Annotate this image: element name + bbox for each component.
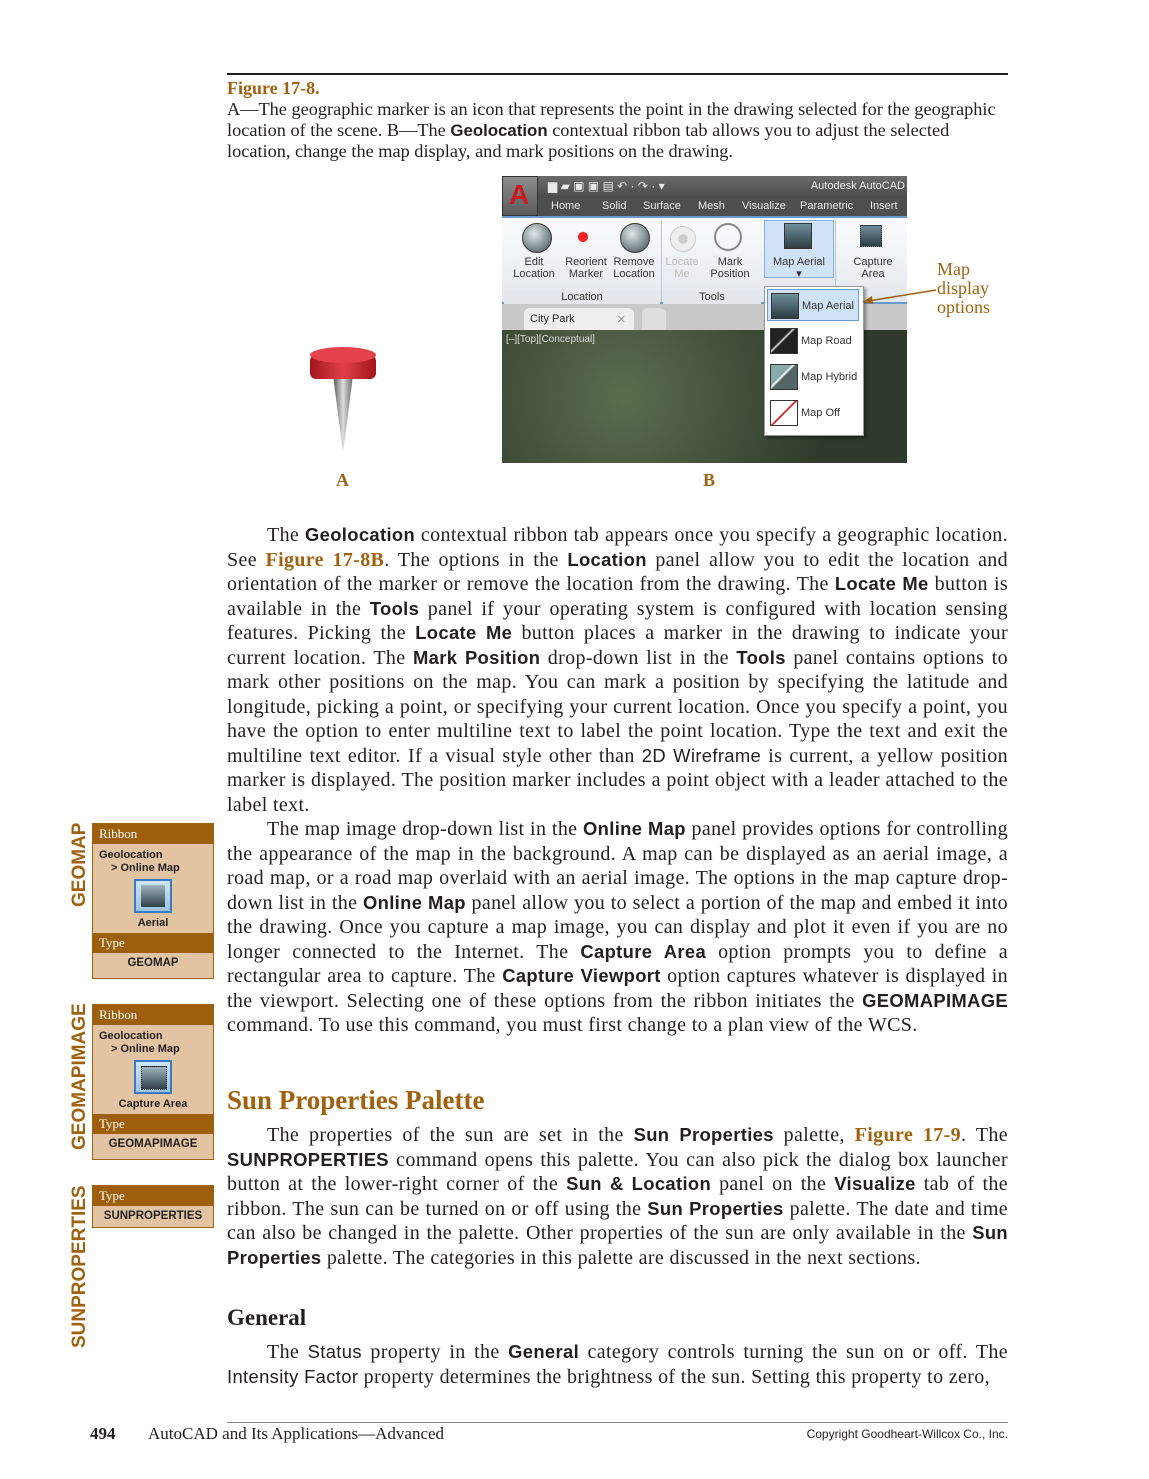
emphasis-term: Sun Properties <box>647 1197 784 1219</box>
text-run: palette. The categories in this palette are discussed in the next sections. <box>321 1246 921 1269</box>
emphasis-term: 2D Wireframe <box>641 744 762 766</box>
tab-surface[interactable]: Surface <box>643 200 681 212</box>
emphasis-term: General <box>508 1341 580 1362</box>
paragraph <box>227 1340 1008 1389</box>
text-run: button places a marker in the drawing to indicate your current location. The <box>227 622 1008 669</box>
emphasis-term: Location <box>567 548 647 570</box>
emphasis-term: Status <box>307 1341 362 1362</box>
locate-me-button[interactable]: Locate Me <box>665 256 699 280</box>
figure-label-a: A <box>336 470 349 490</box>
paragraph <box>227 1123 1008 1270</box>
text-run: panel provides options for controlling the appearance of the map in the background. A map can be displayed as an aerial image, a road map, or a road map overlaid with an aerial image. The options in the map capture drop-down list in the <box>227 818 1008 914</box>
emphasis-term: Capture Area <box>580 940 707 962</box>
subsection-heading: General <box>227 1305 307 1330</box>
paragraph <box>227 817 1008 1038</box>
text-run: panel contains options to mark other positions on the map. You can mark a position by specifying the latitude and longitude, picking a point, or specifying your current location. Once you specify a point, you have the option to enter multiline text to label the point location. Type the text and exit the multiline text editor. If a visual style other than <box>227 646 1008 767</box>
map-aerial-icon <box>134 879 172 913</box>
capture-area-icon <box>860 225 882 247</box>
edit-location-icon <box>522 223 552 253</box>
emphasis-term: Sun Properties <box>227 1222 1008 1268</box>
top-rule <box>227 73 1008 75</box>
panel-location-label: Location <box>504 291 660 304</box>
mark-position-button[interactable]: Mark Position <box>710 256 750 280</box>
map-display-dropdown <box>764 286 864 436</box>
sidebar-box-sunproperties: Type SUNPROPERTIES <box>92 1185 214 1228</box>
app-title: Autodesk AutoCAD <box>810 180 905 192</box>
sidebar-box-geomap: Ribbon Geolocation > Online Map Aerial Type GEOMAP <box>92 823 214 979</box>
text-run: option captures whatever is displayed in the viewport. Selecting one of these options from the ribbon initiates the <box>227 965 1009 1012</box>
emphasis-term: Intensity Factor <box>227 1365 359 1387</box>
viewport-label[interactable]: [–][Top][Conceptual] <box>506 334 595 345</box>
emphasis-term: Sun Properties <box>633 1124 774 1145</box>
emphasis-term: GEOMAPIMAGE <box>862 989 1008 1011</box>
capture-area-button[interactable]: Capture Area <box>853 256 893 280</box>
text-run: command. To use this command, you must first change to a plan view of the WCS. <box>227 1014 918 1036</box>
locate-me-icon <box>670 226 696 252</box>
doc-tab-city-park[interactable]: City Park ✕ <box>524 308 634 330</box>
emphasis-term: Geolocation <box>450 121 548 140</box>
copyright: Copyright Goodheart-Willcox Co., Inc. <box>806 1427 1008 1441</box>
text-run: contextual ribbon tab appears once you specify a geographic location. See <box>227 524 1008 571</box>
application-menu-button[interactable] <box>502 176 538 216</box>
emphasis-term: Visualize <box>834 1173 916 1194</box>
geolocation-ribbon-screenshot <box>502 176 907 463</box>
sidebar-label-geomapimage: GEOMAPIMAGE <box>69 1003 90 1150</box>
emphasis-term: Capture Viewport <box>502 965 661 986</box>
dropdown-map-off[interactable]: Map Off <box>767 397 859 429</box>
figure-label-b: B <box>703 470 716 490</box>
remove-location-button[interactable]: Remove Location <box>613 256 655 280</box>
text-run: The properties of the sun are set in the <box>267 1124 634 1146</box>
figure-title: Figure 17-8. <box>227 78 320 98</box>
remove-location-icon <box>620 223 650 253</box>
text-run: The <box>267 1341 308 1363</box>
tab-solid[interactable]: Solid <box>602 200 627 212</box>
text-run: contextual ribbon tab allows you to adjust the selected location, change the map display, and mark positions on the drawing. <box>227 120 950 161</box>
callout-arrow <box>860 286 940 306</box>
dropdown-map-aerial[interactable]: Map Aerial <box>767 289 859 321</box>
text-run: The <box>267 524 305 546</box>
text-run: The map image drop-down list in the <box>267 818 584 840</box>
tab-home[interactable]: Home <box>551 200 581 212</box>
emphasis-term: Online Map <box>362 891 466 913</box>
text-run: . The <box>960 1124 1008 1146</box>
text-run: tab of the ribbon. The sun can be turned on or off using the <box>227 1173 1009 1220</box>
tab-insert[interactable]: Insert <box>870 200 898 212</box>
page-number: 494 <box>90 1424 116 1443</box>
emphasis-term: Locate Me <box>834 573 929 594</box>
text-run: property in the <box>361 1341 509 1363</box>
sidebar-box-geomapimage: Ribbon Geolocation > Online Map Capture Area Type GEOMAPIMAGE <box>92 1004 214 1160</box>
sidebar-label-geomap: GEOMAP <box>69 822 90 907</box>
map-aerial-icon <box>784 223 812 249</box>
paragraph <box>227 523 1008 817</box>
sidebar-label-sunproperties: SUNPROPERTIES <box>69 1185 90 1348</box>
text-run: option prompts you to define a rectangular area to capture. The <box>227 940 1008 987</box>
emphasis-term: Mark Position <box>412 646 541 668</box>
footer-rule <box>227 1422 1008 1423</box>
autocad-logo-icon: A <box>509 179 530 210</box>
close-icon[interactable]: ✕ <box>616 314 626 326</box>
map-aerial-button[interactable]: Map Aerial ▾ <box>773 256 825 280</box>
text-run: button is available in the <box>227 573 1008 620</box>
figure-reference-link[interactable]: Figure 17-8B <box>265 548 385 571</box>
text-run: . The options in the <box>384 548 568 571</box>
dropdown-map-road[interactable]: Map Road <box>767 325 859 357</box>
dropdown-map-hybrid[interactable]: Map Hybrid <box>767 361 859 393</box>
body-text-2 <box>227 1123 1008 1270</box>
emphasis-term: SUNPROPERTIES <box>227 1148 389 1170</box>
mark-position-icon <box>714 223 742 251</box>
section-heading: Sun Properties Palette <box>227 1085 485 1115</box>
text-run: is current, a yellow position marker is displayed. The position marker includes a point object with a leader attached to the label text. <box>227 744 1009 816</box>
ribbon-tabs <box>502 198 907 216</box>
text-run: drop-down list in the <box>540 646 737 669</box>
text-run: panel on the <box>711 1173 835 1195</box>
capture-area-icon <box>134 1060 172 1094</box>
new-tab-button[interactable] <box>642 308 666 330</box>
map-display-options-callout: Map display options <box>937 259 991 317</box>
body-text-3 <box>227 1340 1008 1389</box>
emphasis-term: Locate Me <box>415 622 513 643</box>
text-run: palette. The date and time can also be changed in the palette. Other properties of the sun are only available in the <box>227 1197 1008 1244</box>
panel-tools-label: Tools <box>663 291 761 304</box>
body-text-1 <box>227 523 1008 1038</box>
book-title: AutoCAD and Its Applications—Advanced <box>148 1424 445 1443</box>
text-run: panel allow you to edit the location and orientation of the marker or remove the location from the drawing. The <box>227 548 1008 595</box>
emphasis-term: Geolocation <box>304 524 416 545</box>
emphasis-term: Sun & Location <box>566 1173 712 1194</box>
figure-reference-link[interactable]: Figure 17-9 <box>854 1124 961 1146</box>
text-run: property determines the brightness of the sun. Setting this property to zero, <box>358 1365 990 1388</box>
tab-mesh[interactable]: Mesh <box>698 200 725 212</box>
text-run: A—The geographic marker is an icon that represents the point in the drawing selected for the geographic location of the scene. B—The <box>227 99 996 140</box>
text-run: category controls turning the sun on or off. The <box>579 1341 1008 1363</box>
emphasis-term: Tools <box>369 597 420 619</box>
text-run: panel if your operating system is configured with location sensing features. Picking the <box>227 597 1008 644</box>
geographic-marker-icon <box>305 345 381 455</box>
quick-access-icons: ▆ ▰ ▣ ▣ ▤ ↶ · ↷ · ▾ <box>548 179 665 193</box>
emphasis-term: Online Map <box>583 818 686 839</box>
text-run: command opens this palette. You can also pick the dialog box launcher button at the lower-right corner of the <box>227 1148 1008 1195</box>
tab-parametric[interactable]: Parametric <box>800 200 854 212</box>
title-bar <box>502 176 907 198</box>
reorient-marker-button[interactable]: Reorient Marker <box>565 256 607 280</box>
text-run: palette, <box>773 1124 855 1146</box>
tab-visualize[interactable]: Visualize <box>742 200 786 212</box>
figure-caption <box>227 99 1017 162</box>
text-run: panel allow you to select a portion of the map and embed it into the drawing. Once you capture a map image, you can display and plot it even if you are no longer connected to the Internet. The <box>227 891 1008 963</box>
emphasis-term: Tools <box>736 646 786 668</box>
reorient-marker-icon <box>572 226 594 248</box>
edit-location-button[interactable]: Edit Location <box>513 256 555 280</box>
